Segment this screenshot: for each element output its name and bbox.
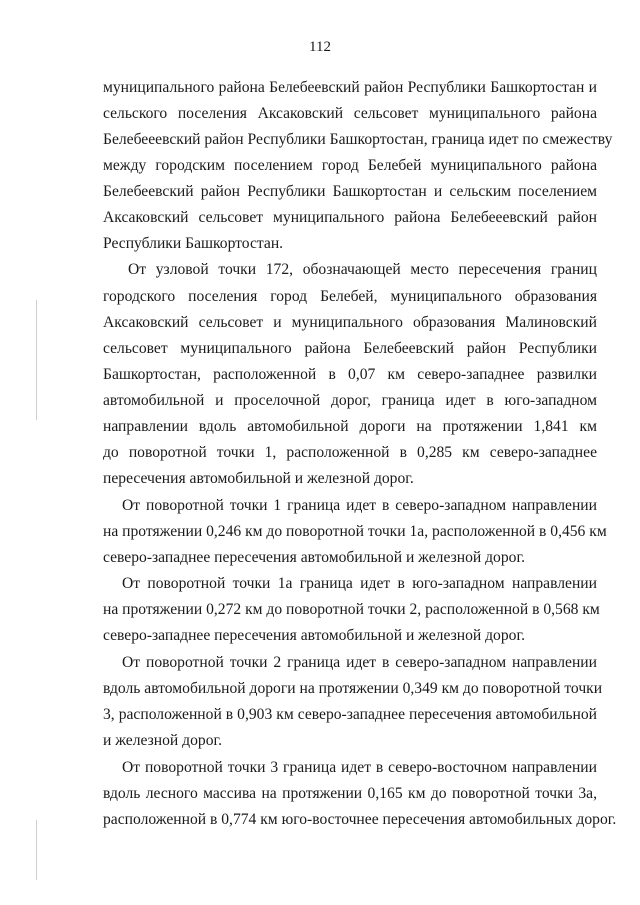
text-line: Башкортостан, расположенной в 0,07 км северо-западнее развилки	[103, 366, 597, 383]
text-line: между городским поселением город Белебей муниципального района	[103, 157, 597, 174]
text-line: муниципального района Белебеевский район Республики Башкортостан и	[103, 79, 597, 96]
text-line: городского поселения город Белебей, муниципального образования	[103, 288, 597, 305]
scan-edge-mark	[36, 300, 37, 420]
text-line: От узловой точки 172, обозначающей место пересечения границ	[128, 261, 597, 278]
text-line: 3, расположенной в 0,903 км северо-западнее пересечения автомобильной	[103, 706, 597, 723]
text-line: Белебеевский район Республики Башкортостан и сельским поселением	[103, 183, 597, 200]
page-number: 112	[309, 39, 331, 55]
text-line: сельского поселения Аксаковский сельсовет муниципального района	[103, 105, 597, 122]
text-line: северо-западнее пересечения автомобильной и железной дорог.	[103, 549, 525, 566]
text-line: на протяжении 0,272 км до поворотной точки 2, расположенной в 0,568 км	[103, 601, 600, 618]
text-line: От поворотной точки 1 граница идет в северо-западном направлении	[122, 497, 597, 514]
text-line: Белебееевский район Республики Башкортостан, граница идет по смежеству	[103, 131, 613, 148]
text-line: северо-западнее пересечения автомобильной и железной дорог.	[103, 627, 525, 644]
text-line: От поворотной точки 2 граница идет в северо-западном направлении	[122, 654, 597, 671]
text-line: Аксаковский сельсовет муниципального района Белебееевский район	[103, 209, 597, 226]
text-line: сельсовет муниципального района Белебеевский район Республики	[103, 340, 597, 357]
text-line: вдоль лесного массива на протяжении 0,165 км до поворотной точки 3а,	[103, 785, 597, 802]
text-line: автомобильной и проселочной дорог, граница идет в юго-западном	[103, 392, 597, 409]
text-line: и железной дорог.	[103, 732, 223, 749]
text-line: до поворотной точки 1, расположенной в 0,285 км северо-западнее	[103, 444, 597, 461]
text-line: вдоль автомобильной дороги на протяжении 0,349 км до поворотной точки	[103, 680, 603, 697]
text-line: пересечения автомобильной и железной дорог.	[103, 470, 414, 487]
text-line: направлении вдоль автомобильной дороги на протяжении 1,841 км	[103, 418, 597, 435]
text-line: Аксаковский сельсовет и муниципального образования Малиновский	[103, 314, 597, 331]
text-line: Республики Башкортостан.	[103, 235, 284, 252]
scan-edge-mark	[36, 820, 37, 880]
text-line: расположенной в 0,774 км юго-восточнее пересечения автомобильных дорог.	[103, 811, 617, 828]
text-line: на протяжении 0,246 км до поворотной точки 1а, расположенной в 0,456 км	[103, 523, 607, 540]
text-line: От поворотной точки 3 граница идет в северо-восточном направлении	[122, 759, 597, 776]
text-line: От поворотной точки 1а граница идет в юго-западном направлении	[122, 575, 597, 592]
